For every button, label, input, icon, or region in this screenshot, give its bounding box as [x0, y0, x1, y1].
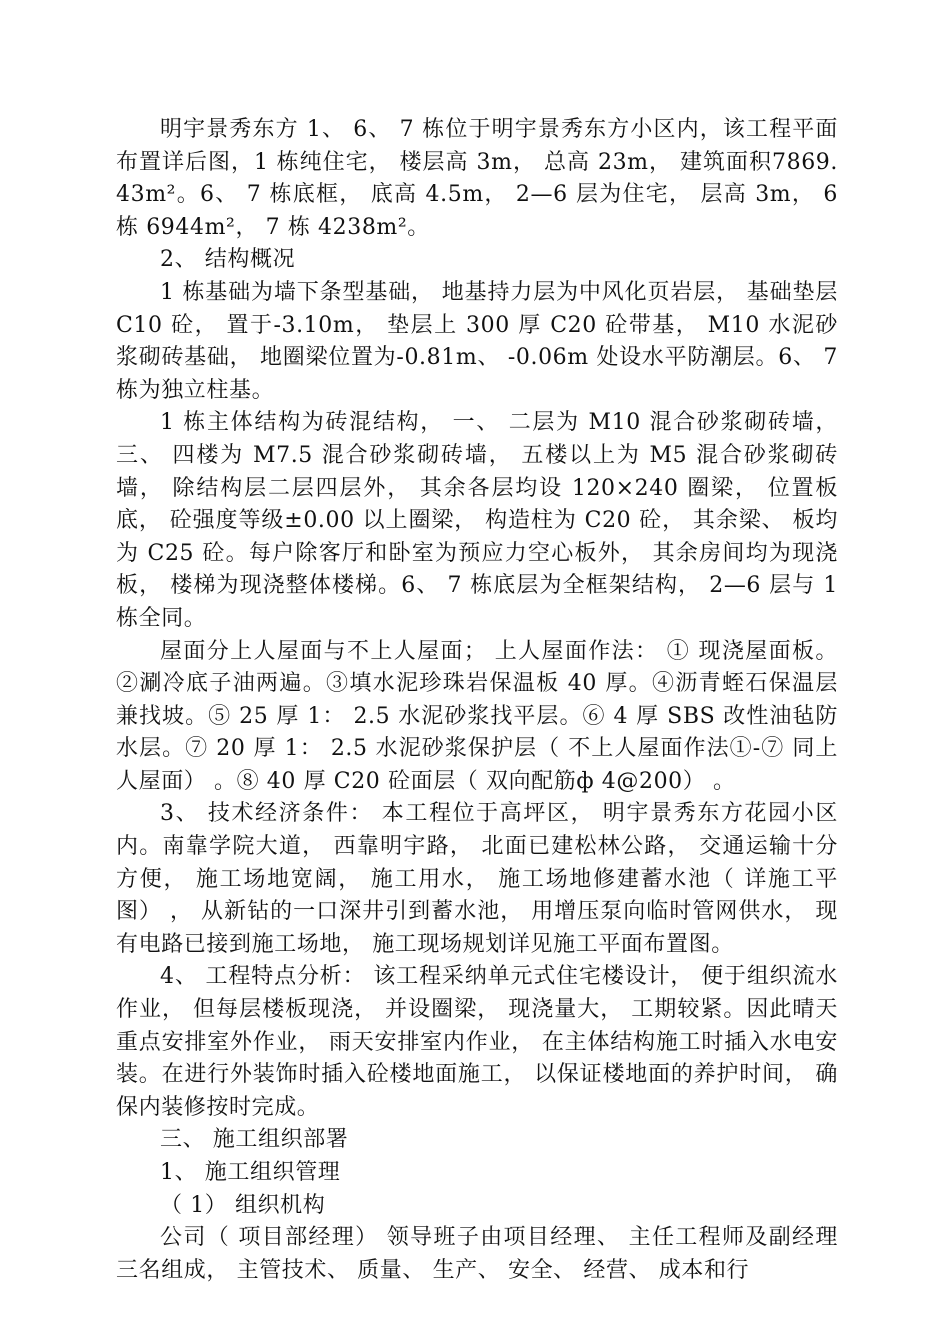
heading-construction-deployment: 三、 施工组织部署 — [160, 1127, 349, 1153]
heading-structure-overview: 2、 结构概况 — [160, 247, 296, 273]
paragraph-project-overview: 明宇景秀东方 1、 6、 7 栋位于明宇景秀东方小区内，该工程平面布置详后图，1 栋纯住宅， 楼层高 3m， 总高 23m， 建筑面积7869.43m²。6、 7 栋底框， 底高 4.5m， 2—6 层为住宅， 层高 3m， 6 栋 6944m²， 7 栋 4238m²。 — [116, 117, 838, 240]
paragraph-technical-economic-conditions: 3、 技术经济条件： 本工程位于高坪区， 明宇景秀东方花园小区内。南靠学院大道， 西靠明宇路， 北面已建松林公路， 交通运输十分方便， 施工场地宽阔， 施工用水， 施工场地修建蓄水池（ 详施工平图） ， 从新钻的一口深井引到蓄水池， 用增压泵向临时管网供水， 现有电路已接到施工场地， 施工现场规划详见施工平面布置图。 — [116, 801, 838, 957]
paragraph-foundation: 1 栋基础为墙下条型基础， 地基持力层为中风化页岩层， 基础垫层 C10 砼， 置于-3.10m， 垫层上 300 厚 C20 砼带基， M10 水泥砂浆砌砖基础， 地圈梁位置为-0.81m、 -0.06m 处设水平防潮层。6、 7 栋为独立柱基。 — [116, 279, 838, 403]
heading-organization: （ 1） 组织机构 — [160, 1192, 326, 1218]
paragraph-company-leadership: 公司（ 项目部经理） 领导班子由项目经理、 主任工程师及副经理三名组成， 主管技术、 质量、 生产、 安全、 经营、 成本和行 — [116, 1225, 838, 1283]
paragraph-roof: 屋面分上人屋面与不上人屋面； 上人屋面作法： ① 现浇屋面板。②涮冷底子油两遍。③填水泥珍珠岩保温板 40 厚。④沥青蛭石保温层兼找坡。⑤ 25 厚 1： 2.5 水泥砂浆找平层。⑥ 4 厚 SBS 改性油毡防水层。⑦ 20 厚 1： 2.5 水泥砂浆保护层（ 不上人屋面作法①-⑦ 同上人屋面） 。⑧ 40 厚 C20 砼面层（ 双向配筋ф 4@200） 。 — [116, 638, 838, 794]
document-body — [116, 114, 838, 1287]
heading-construction-management: 1、 施工组织管理 — [160, 1160, 341, 1185]
paragraph-engineering-features: 4、 工程特点分析： 该工程采纳单元式住宅楼设计， 便于组织流水作业， 但每层楼板现浇， 并设圈梁， 现浇量大， 工期较紧。因此晴天重点安排室外作业， 雨天安排室内作业， 在主体结构施工时插入水电安装。在进行外装饰时插入砼楼地面施工， 以保证楼地面的养护时间， 确保内装修按时完成。 — [116, 964, 838, 1120]
paragraph-main-structure: 1 栋主体结构为砖混结构， 一、 二层为 M10 混合砂浆砌砖墙， 三、 四楼为 M7.5 混合砂浆砌砖墙， 五楼以上为 M5 混合砂浆砌砖墙， 除结构层二层四层外， 其余各层均设 120×240 圈梁， 位置板底， 砼强度等级±0.00 以上圈梁， 构造柱为 C20 砼， 其余梁、 板均为 C25 砼。每户除客厅和卧室为预应力空心板外， 其余房间均为现浇板， 楼梯为现浇整体楼梯。6、 7 栋底层为全框架结构， 2—6 层与 1 栋全同。 — [116, 410, 838, 631]
